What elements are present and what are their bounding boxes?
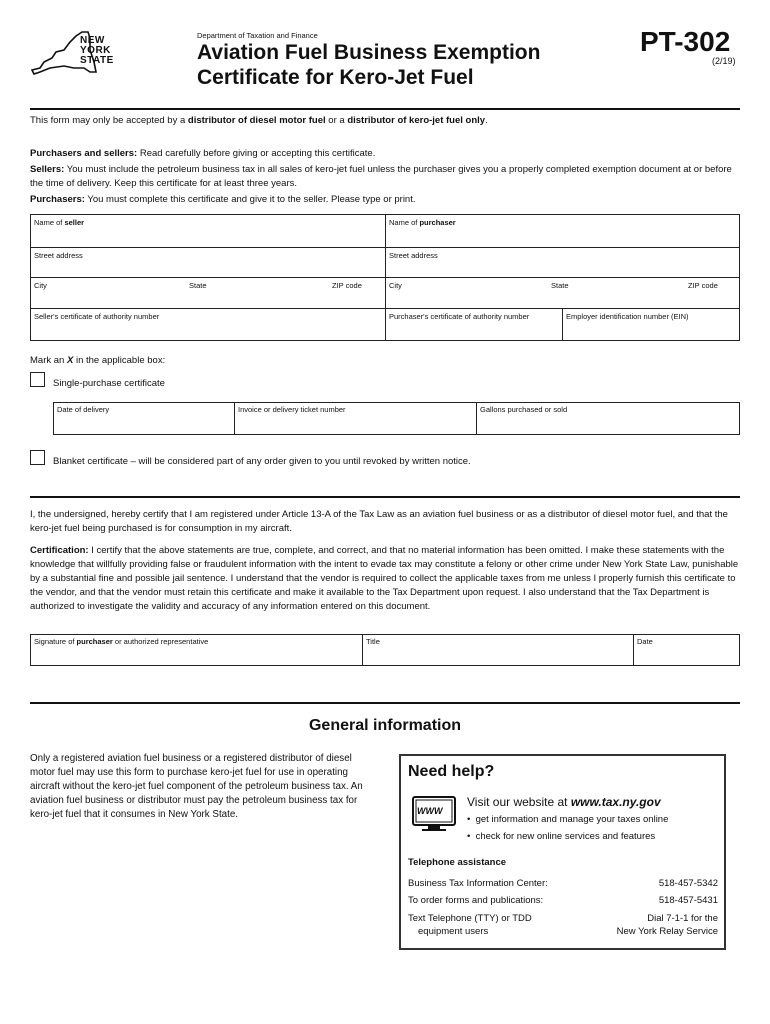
phone-row-tty — [408, 912, 718, 938]
instr-purchasers — [30, 193, 740, 207]
purchaser-street-field[interactable]: Street address — [389, 251, 438, 260]
single-purchase-checkbox[interactable] — [30, 372, 45, 387]
tty-value-2: New York Relay Service — [616, 926, 718, 937]
intro-post: . — [485, 115, 488, 126]
form-revision-date: (2/19) — [712, 56, 736, 66]
seller-name-field[interactable] — [34, 218, 84, 227]
title-field[interactable]: Title — [366, 637, 380, 646]
mark-instruction — [30, 354, 165, 368]
instr-p1-text: Read carefully before giving or accepting this certificate. — [137, 148, 376, 159]
phone-row-business — [408, 878, 718, 889]
instr-p3-bold: Purchasers: — [30, 194, 85, 205]
purchaser-name-field[interactable] — [389, 218, 456, 227]
instr-p1-bold: Purchasers and sellers: — [30, 148, 138, 159]
intro-mid: or a — [325, 115, 348, 126]
single-purchase-grid — [53, 402, 740, 435]
logo-line-york: YORK — [80, 45, 111, 56]
website-link[interactable]: www.tax.ny.gov — [570, 795, 661, 809]
blanket-label: Blanket certificate – will be considered part of any order given to you until revoked by written notice. — [53, 456, 471, 467]
header-rule — [30, 108, 740, 110]
department-name: Department of Taxation and Finance — [197, 31, 318, 40]
certification-bold: Certification: — [30, 545, 89, 556]
www-monitor-icon — [412, 796, 456, 832]
invoice-number-field[interactable]: Invoice or delivery ticket number — [238, 405, 346, 414]
phone-label-business: Business Tax Information Center: — [408, 878, 548, 889]
visit-pre: Visit our website at — [467, 795, 571, 809]
purchaser-cert-field[interactable]: Purchaser's certificate of authority number — [389, 312, 530, 321]
tty-label-1: Text Telephone (TTY) or TDD — [408, 913, 532, 924]
tty-label-2: equipment users — [418, 926, 489, 937]
blanket-checkbox[interactable] — [30, 450, 45, 465]
section-rule-certify — [30, 496, 740, 498]
seller-city-field[interactable]: City — [34, 281, 47, 290]
signature-bold: purchaser — [76, 637, 113, 646]
seller-cert-field[interactable]: Seller's certificate of authority number — [34, 312, 160, 321]
general-info-heading: General information — [308, 717, 462, 734]
certification-body: I certify that the above statements are true, complete, and correct, and that no material information has been omitted. I make these statements with the knowledge that willfully providing false or fraudulent information with the intent to evade tax may constitute a felony or other crime under New York State Law, punishable by a substantial fine and possible jail sentence. I understand that the vendor is required to collect the applicable taxes from me unless I properly furnish this certificate to the vendor, and that the vendor must retain this certificate and make it available to the Tax Department upon request. I also understand that the Tax Department is authorized to investigate the validity and accuracy of any information entered on this document. — [30, 545, 739, 612]
purchaser-state-field[interactable]: State — [551, 281, 569, 290]
purchaser-name-label: Name of — [389, 218, 420, 227]
signature-field[interactable] — [34, 637, 208, 646]
purchaser-zip-field[interactable]: ZIP code — [688, 281, 718, 290]
visit-website — [467, 795, 661, 809]
seller-name-label: Name of — [34, 218, 65, 227]
delivery-date-field[interactable]: Date of delivery — [57, 405, 110, 414]
certification-text — [30, 544, 742, 614]
telephone-heading: Telephone assistance — [408, 857, 507, 868]
form-number: PT-302 — [640, 26, 731, 57]
intro-text — [30, 114, 488, 128]
tty-value-1: Dial 7-1-1 for the — [647, 913, 718, 924]
gallons-field[interactable]: Gallons purchased or sold — [480, 405, 568, 414]
help-bullet-2: • check for new online services and features — [467, 831, 656, 842]
help-bullet-1-text: get information and manage your taxes online — [475, 814, 669, 825]
instr-p2-text: You must include the petroleum business tax in all sales of kero-jet fuel unless the purchaser gives you a properly completed exemption document at or before the time of delivery. Keep this certificate for at least three years. — [30, 164, 732, 189]
seller-street-field[interactable]: Street address — [34, 251, 83, 260]
purchaser-name-bold: purchaser — [419, 218, 456, 227]
phone-number-business: 518-457-5342 — [658, 878, 718, 889]
mark-x: X — [66, 355, 74, 366]
seller-state-field[interactable]: State — [189, 281, 207, 290]
instr-p3-text: You must complete this certificate and give it to the seller. Please type or print. — [84, 194, 416, 205]
help-bullet-1: • get information and manage your taxes online — [467, 814, 669, 825]
seller-name-bold: seller — [64, 218, 85, 227]
intro-bold-diesel: distributor of diesel motor fuel — [187, 115, 326, 126]
single-purchase-label: Single-purchase certificate — [53, 378, 165, 389]
logo-line-state: STATE — [80, 55, 114, 66]
phone-label-forms: To order forms and publications: — [408, 895, 544, 906]
nys-logo — [30, 28, 122, 78]
instructions — [30, 147, 740, 207]
general-info-text: Only a registered aviation fuel business or a registered distributor of diesel motor fuel may use this form to purchase kero-jet fuel for use in operating aircraft without the kero-jet fuel component of the petroleum business tax. An aviation fuel business or distributor must pay the petroleum business tax for kero-jet fuel that it consumes in New York State. — [30, 753, 363, 820]
date-field[interactable]: Date — [637, 637, 653, 646]
signature-pre: Signature of — [34, 637, 77, 646]
seller-zip-field[interactable]: ZIP code — [332, 281, 362, 290]
www-label: WWW — [417, 806, 443, 816]
mark-post: in the applicable box: — [73, 355, 166, 366]
instr-sellers — [30, 163, 740, 191]
mark-pre: Mark an — [30, 355, 67, 366]
help-bullet-2-text: check for new online services and features — [475, 831, 656, 842]
form-title-line2: Certificate for Kero-Jet Fuel — [197, 66, 474, 89]
intro-pre: This form may only be accepted by a — [30, 115, 188, 126]
purchaser-city-field[interactable]: City — [389, 281, 402, 290]
need-help-title: Need help? — [408, 763, 495, 780]
phone-row-forms — [408, 895, 718, 906]
intro-bold-kerojet: distributor of kero-jet fuel only — [347, 115, 486, 126]
instr-purchasers-sellers — [30, 147, 740, 161]
signature-post: or authorized representative — [112, 637, 209, 646]
logo-line-new: NEW — [80, 35, 105, 46]
instr-p2-bold: Sellers: — [30, 164, 65, 175]
section-rule-general — [30, 702, 740, 704]
phone-number-forms: 518-457-5431 — [658, 895, 718, 906]
certify-statement: I, the undersigned, hereby certify that I am registered under Article 13-A of the Tax Law as an aviation fuel business or as a distributor of diesel motor fuel, and that the kero-jet fuel being purchased is for consumption in my aircraft. — [30, 509, 728, 534]
ein-field[interactable]: Employer identification number (EIN) — [566, 312, 689, 321]
form-title-line1: Aviation Fuel Business Exemption — [197, 41, 541, 64]
